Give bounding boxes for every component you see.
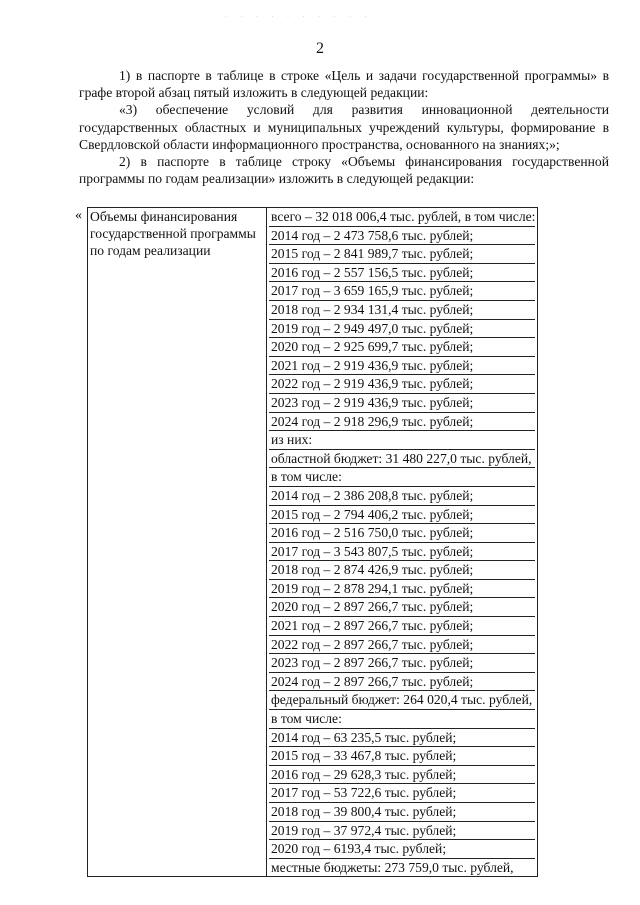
value-line: 2016 год – 29 628,3 тыс. рублей; [269,766,535,785]
value-line: 2024 год – 2 918 296,9 тыс. рублей; [269,413,535,432]
value-line: 2024 год – 2 897 266,7 тыс. рублей; [269,673,535,692]
value-line: 2019 год – 2 949 497,0 тыс. рублей; [269,320,535,339]
value-line: 2023 год – 2 897 266,7 тыс. рублей; [269,654,535,673]
opening-quote: « [75,208,82,223]
table-row [88,208,538,877]
value-lines [269,208,535,876]
value-line: 2014 год – 2 386 208,8 тыс. рублей; [269,487,535,506]
value-line: 2018 год – 2 934 131,4 тыс. рублей; [269,301,535,320]
value-line: 2021 год – 2 919 436,9 тыс. рублей; [269,357,535,376]
value-line: 2020 год – 2 925 699,7 тыс. рублей; [269,338,535,357]
value-line: 2016 год – 2 516 750,0 тыс. рублей; [269,524,535,543]
value-line: 2019 год – 2 878 294,1 тыс. рублей; [269,580,535,599]
value-line: 2021 год – 2 897 266,7 тыс. рублей; [269,617,535,636]
value-line: 2016 год – 2 557 156,5 тыс. рублей; [269,264,535,283]
value-line: 2015 год – 33 467,8 тыс. рублей; [269,747,535,766]
row-values [267,208,538,877]
paragraph: «3) обеспечение условий для развития инновационной деятельности государственных областных и муниципальных учреждений культуры, формирование в Свердловской области информационного пространства, основанного на знаниях;»; [79,102,609,152]
value-line: 2014 год – 2 473 758,6 тыс. рублей; [269,227,535,246]
scan-header-artifact: · · · · · · · · · · [225,14,373,20]
document-body [79,67,609,187]
paragraph: 2) в паспорте в таблице строку «Объемы финансирования государственной программы по годам реализации» изложить в следующей редакции: [79,154,609,187]
value-line: федеральный бюджет: 264 020,4 тыс. рублей, [269,691,535,710]
funding-table [87,207,538,877]
value-line: 2022 год – 2 919 436,9 тыс. рублей; [269,375,535,394]
row-label: Объемы финансирования государственной программы по годам реализации [88,208,267,877]
value-line: областной бюджет: 31 480 227,0 тыс. рублей, [269,450,535,469]
value-line: 2019 год – 37 972,4 тыс. рублей; [269,822,535,841]
value-line: местные бюджеты: 273 759,0 тыс. рублей, [271,859,514,875]
value-line: 2018 год – 2 874 426,9 тыс. рублей; [269,561,535,580]
value-line: в том числе: [269,710,535,729]
value-line: 2017 год – 3 659 165,9 тыс. рублей; [269,282,535,301]
value-line: 2015 год – 2 841 989,7 тыс. рублей; [269,245,535,264]
value-line: 2017 год – 53 722,6 тыс. рублей; [269,784,535,803]
page-number: 2 [316,40,324,57]
value-line: 2014 год – 63 235,5 тыс. рублей; [269,729,535,748]
value-line: 2017 год – 3 543 807,5 тыс. рублей; [269,543,535,562]
value-line: 2020 год – 2 897 266,7 тыс. рублей; [269,598,535,617]
value-line: в том числе: [269,468,535,487]
value-line: 2022 год – 2 897 266,7 тыс. рублей; [269,636,535,655]
value-line: из них: [269,431,535,450]
value-line: всего – 32 018 006,4 тыс. рублей, в том числе: [269,208,535,227]
paragraph: 1) в паспорте в таблице в строке «Цель и задачи государственной программы» в графе второй абзац пятый изложить в следующей редакции: [79,68,609,101]
value-line: 2023 год – 2 919 436,9 тыс. рублей; [269,394,535,413]
value-line: 2018 год – 39 800,4 тыс. рублей; [269,803,535,822]
value-line: 2020 год – 6193,4 тыс. рублей; [269,840,535,859]
value-line: 2015 год – 2 794 406,2 тыс. рублей; [269,506,535,525]
